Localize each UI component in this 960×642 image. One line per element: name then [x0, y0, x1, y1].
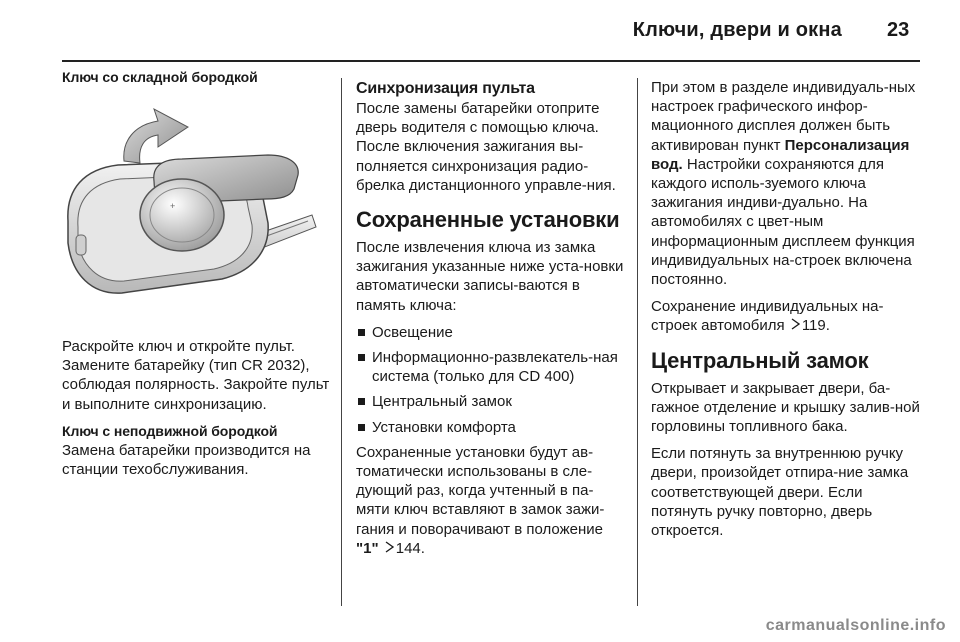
list-item-label: Центральный замок [372, 393, 512, 411]
save-settings-text: Сохранение индивидуальных на-строек автомобиля [651, 298, 884, 335]
list-item-label: Установки комфорта [372, 418, 516, 436]
personalization-text: При этом в разделе индивидуаль-ных настроек графического инфор-мационного дисплея должен быть активирован пункт [651, 79, 916, 154]
paragraph-saved-settings: После извлечения ключа из замка зажигания указанные ниже уста-новки автоматически записы-ваются в память ключа: [356, 239, 624, 314]
subheading-fixed-key: Ключ с неподвижной бородкой [62, 422, 278, 439]
paragraph-remote-sync: После замены батарейки отоприте дверь водителя с помощью ключа. После включения зажигания вы-полняется синхронизация радио-брелка дистанционного управле-ния. [356, 100, 616, 194]
column-left [62, 68, 330, 487]
bullet-square-icon [358, 398, 365, 405]
paragraph-central-lock: Открывает и закрывает двери, ба-гажное отделение и крышку залив-ной горловины топливного бака. [651, 379, 920, 436]
svg-text:+: + [170, 201, 176, 211]
bullet-square-icon [358, 354, 365, 361]
personalization-menu-item: Персонализация вод. [651, 136, 910, 173]
footer-watermark: carmanualsonline.info [765, 617, 946, 634]
page-reference-link[interactable]: 119. [801, 317, 830, 335]
bullet-square-icon [358, 329, 365, 336]
paragraph-battery-replace: Раскройте ключ и откройте пульт. Замените батарейку (тип CR 2032), соблюдая полярность. Закройте пульт и выполните синхронизацию. [62, 338, 330, 413]
page-reference-icon [791, 316, 800, 335]
subheading-folding-key: Ключ со складной бородкой [62, 69, 258, 85]
list-item-label: Освещение [372, 323, 453, 341]
paragraph-save-settings [651, 297, 923, 335]
list-item [356, 348, 626, 386]
paragraph-door-handle: Если потянуть за внутреннюю ручку двери, произойдет отпира-ние замка соответствующей двери. Если потянуть ручку повторно, дверь откроется. [651, 445, 909, 540]
page-header-title: Ключи, двери и окна [632, 19, 842, 41]
page-reference-icon [385, 539, 394, 558]
heading-remote-sync: Синхронизация пульта [356, 80, 535, 97]
column-middle [356, 78, 626, 566]
list-item-label: Информационно-развлекатель-ная система (только для CD 400) [372, 349, 618, 386]
header-divider [62, 60, 920, 62]
paragraph-service-station: Замена батарейки производится на станции техобслуживания. [62, 441, 311, 479]
list-item [356, 392, 626, 411]
list-item [356, 418, 626, 437]
list-item [356, 323, 626, 342]
ignition-position-label: "1" [356, 539, 379, 557]
column-divider-1 [341, 78, 342, 606]
heading-central-lock: Центральный замок [651, 347, 869, 373]
paragraph-settings-reuse [356, 443, 626, 558]
page-number: 23 [887, 19, 910, 41]
page-reference-link[interactable]: 144. [395, 539, 425, 557]
key-battery-illustration [62, 103, 324, 321]
settings-reuse-text: Сохраненные установки будут ав-томатически использованы в сле-дующий раз, когда учтенный в па-мяти ключ вставляют в замок зажи-гания и поворачивают в положение [356, 443, 605, 538]
paragraph-personalization [651, 78, 923, 289]
personalization-details: Настройки сохраняются для каждого исполь-зуемого ключа зажигания индиви-дуально. На автомобилях с цвет-ным информационным дисплеем функция индивидуальных на-строек включена постоянно. [651, 155, 915, 289]
column-right [651, 78, 923, 548]
bullet-square-icon [358, 424, 365, 431]
column-divider-2 [637, 78, 638, 606]
heading-saved-settings: Сохраненные установки [356, 207, 620, 233]
